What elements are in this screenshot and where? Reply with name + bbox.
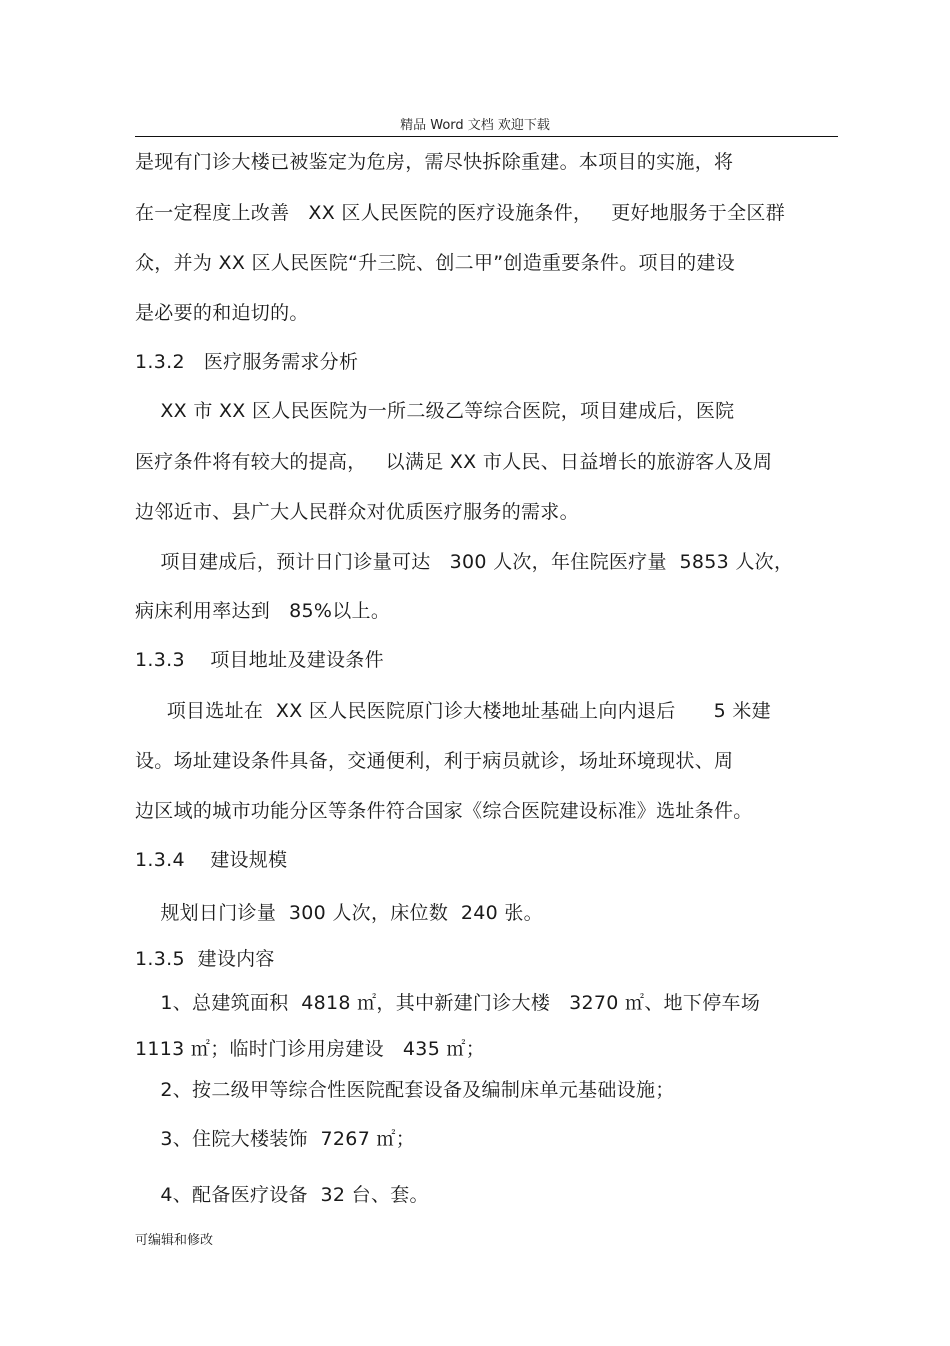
body-line: 在一定程度上改善 XX 区人民医院的医疗设施条件， 更好地服务于全区群 xyxy=(135,202,786,224)
list-item: 4、配备医疗设备 32 台、套。 xyxy=(135,1184,429,1206)
list-item: 2、按二级甲等综合性医院配套设备及编制床单元基础设施； xyxy=(135,1079,675,1101)
section-heading-1-3-2: 1.3.2 医疗服务需求分析 xyxy=(135,351,359,373)
list-item: 3、住院大楼装饰 7267 ㎡； xyxy=(135,1128,416,1150)
body-line: 项目选址在 XX 区人民医院原门诊大楼地址基础上向内退后 5 米建 xyxy=(135,700,771,722)
body-line: 项目建成后，预计日门诊量可达 300 人次，年住院医疗量 5853 人次， xyxy=(135,551,794,573)
section-heading-1-3-5: 1.3.5 建设内容 xyxy=(135,948,275,970)
body-line: 规划日门诊量 300 人次，床位数 240 张。 xyxy=(135,902,543,924)
page-footer: 可编辑和修改 xyxy=(135,1233,214,1248)
list-item: 1、总建筑面积 4818 ㎡，其中新建门诊大楼 3270 ㎡、地下停车场 xyxy=(135,992,761,1014)
body-line: 是现有门诊大楼已被鉴定为危房，需尽快拆除重建。本项目的实施，将 xyxy=(135,151,734,173)
body-line: 众，并为 XX 区人民医院“升三院、创二甲”创造重要条件。项目的建设 xyxy=(135,252,735,274)
body-line: 是必要的和迫切的。 xyxy=(135,302,309,324)
body-line: 病床利用率达到 85%以上。 xyxy=(135,600,391,622)
section-heading-1-3-3: 1.3.3 项目地址及建设条件 xyxy=(135,649,384,671)
body-line: 边邻近市、县广大人民群众对优质医疗服务的需求。 xyxy=(135,501,579,523)
body-line: 医疗条件将有较大的提高， 以满足 XX 市人民、日益增长的旅游客人及周 xyxy=(135,451,773,473)
list-item-continued: 1113 ㎡；临时门诊用房建设 435 ㎡； xyxy=(135,1038,486,1060)
section-heading-1-3-4: 1.3.4 建设规模 xyxy=(135,849,288,871)
body-line: XX 市 XX 区人民医院为一所二级乙等综合医院，项目建成后，医院 xyxy=(135,400,735,422)
page-header: 精品 Word 文档 欢迎下载 xyxy=(400,118,550,133)
body-line: 边区域的城市功能分区等条件符合国家《综合医院建设标准》选址条件。 xyxy=(135,800,753,822)
body-line: 设。场址建设条件具备，交通便利，利于病员就诊，场址环境现状、周 xyxy=(135,750,734,772)
header-rule xyxy=(135,136,838,137)
